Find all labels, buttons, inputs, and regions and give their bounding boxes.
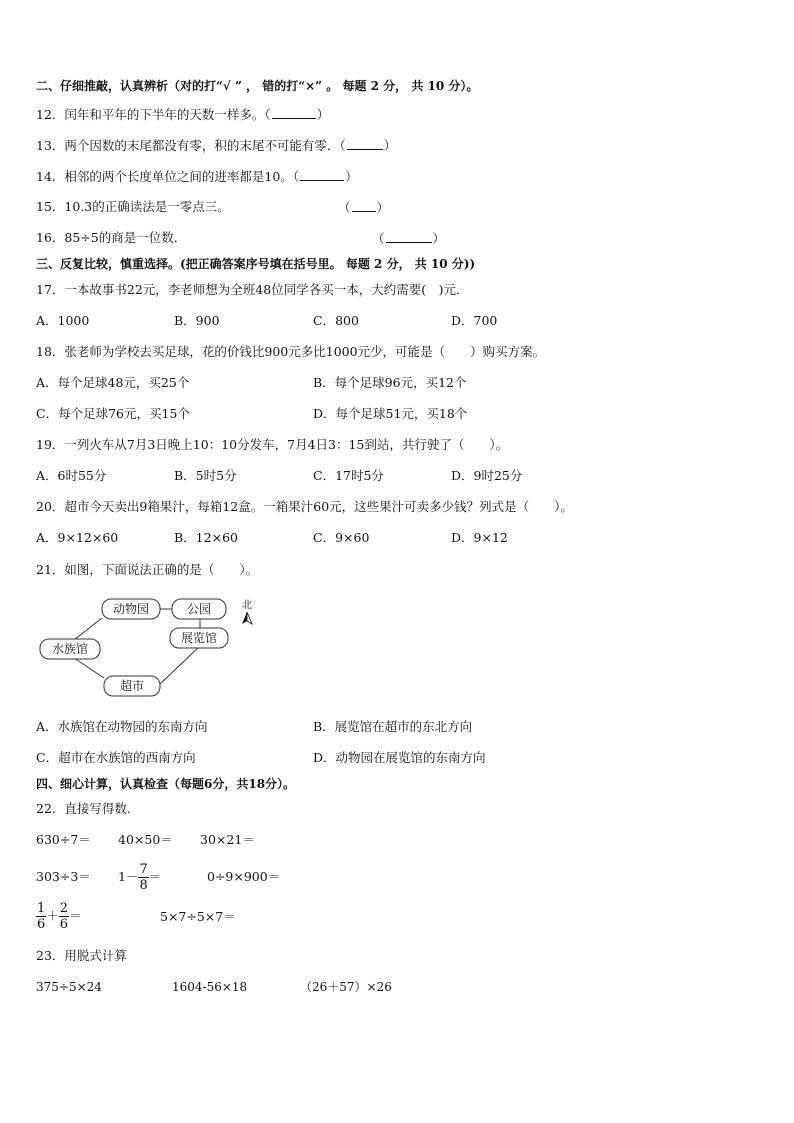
plus-sign: ＋	[46, 908, 59, 923]
q12-close: ）	[316, 107, 330, 122]
q12-open: （	[264, 107, 271, 122]
q19-option-d[interactable]: D．9时25分	[451, 468, 523, 483]
q21-option-b[interactable]: B．展览馆在超市的东北方向	[313, 719, 473, 734]
aquarium-label: 水族馆	[51, 642, 89, 656]
q21-option-c[interactable]: C．超市在水族馆的西南方向	[36, 750, 196, 765]
q13-close: ）	[383, 138, 397, 153]
fraction-1-6	[36, 901, 46, 932]
question-16	[36, 230, 186, 246]
q19-option-c[interactable]: C．17时5分	[313, 468, 384, 483]
fraction-numerator: 2	[59, 901, 69, 916]
north-arrow	[242, 599, 252, 624]
q19-option-b[interactable]: B．5时5分	[174, 468, 237, 483]
question-13	[36, 137, 396, 154]
q22-item-5	[118, 860, 161, 894]
fraction-numerator: 7	[139, 862, 148, 877]
q19-option-a[interactable]: A．6时55分	[36, 468, 107, 483]
map-node-aquarium	[40, 639, 100, 659]
q15-text: 15．10.3的正确读法是一零点三。	[36, 199, 230, 214]
q13-answer-blank[interactable]	[347, 137, 383, 150]
q22-item-5-prefix: 1－	[118, 869, 139, 884]
park-label: 公园	[186, 602, 212, 616]
q22-item-5-suffix: ＝	[148, 869, 162, 884]
fraction-7-8	[138, 862, 148, 893]
q22-item-8: 5×7÷5×7＝	[160, 909, 236, 924]
q16-text: 16．85÷5的商是一位数．	[36, 230, 187, 245]
q14-answer-blank[interactable]	[300, 168, 344, 181]
q20-option-b[interactable]: B．12×60	[174, 530, 238, 545]
q18-option-a[interactable]: A．每个足球48元，买25个	[36, 375, 190, 390]
q21-option-a[interactable]: A．水族馆在动物园的东南方向	[36, 719, 208, 734]
equals-sign: ＝	[69, 908, 82, 923]
q20-option-d[interactable]: D．9×12	[451, 530, 508, 545]
q17-option-c[interactable]: C．800	[313, 313, 359, 328]
question-12	[36, 106, 329, 123]
q12-answer-blank[interactable]	[272, 106, 316, 119]
q17-option-d[interactable]: D．700	[451, 313, 498, 328]
question-14	[36, 168, 358, 185]
q20-option-c[interactable]: C．9×60	[313, 530, 370, 545]
q20-stem: 20．超市今天卖出9箱果汁，每箱12盒。一箱果汁60元，这些果汁可卖多少钱？列式是（ ）。	[36, 499, 573, 514]
zoo-aquarium-link	[74, 618, 102, 640]
fraction-denominator: 6	[59, 917, 69, 932]
q18-option-d[interactable]: D．每个足球51元，买18个	[313, 406, 468, 421]
aquarium-supermarket-link	[74, 658, 104, 678]
map-node-supermarket	[104, 676, 160, 696]
q13-text: 13．两个因数的末尾都没有零，积的末尾不可能有零．	[36, 138, 340, 153]
q18-stem: 18．张老师为学校去买足球，花的价钱比900元多比1000元少，可能是（ ）购买方案。	[36, 344, 546, 359]
q23-item-1: 375÷5×24	[36, 980, 102, 994]
north-label: 北	[242, 600, 252, 611]
section4-heading: 四、细心计算，认真检查（每题6分，共18分）。	[36, 777, 296, 791]
fraction-denominator: 6	[37, 917, 46, 932]
north-arrow-icon	[242, 612, 247, 624]
map-node-exhibition	[170, 628, 228, 648]
q15-close: ）	[376, 200, 390, 215]
q21-stem: 21．如图，下面说法正确的是（ ）。	[36, 562, 259, 577]
q17-option-a[interactable]: A．1000	[36, 313, 90, 328]
fraction-numerator: 1	[37, 901, 46, 916]
q22-stem: 22．直接写得数.	[36, 801, 131, 816]
q17-option-b[interactable]: B．900	[174, 313, 220, 328]
q16-answer-blank[interactable]	[386, 230, 432, 243]
q22-item-2: 40×50＝	[118, 832, 173, 847]
q21-map-figure	[30, 590, 270, 705]
q23-stem: 23．用脱式计算	[36, 948, 127, 963]
fraction-2-6	[59, 901, 69, 932]
q22-item-7	[36, 899, 82, 933]
q14-close: ）	[345, 169, 358, 184]
fraction-denominator: 8	[139, 878, 148, 893]
q19-stem: 19．一列火车从7月3日晚上10：10分发车，7月4日3：15到站，共行驶了（ ）。	[36, 437, 509, 452]
q14-text: 14．相邻的两个长度单位之间的进率都是10。	[36, 169, 293, 184]
q23-item-2: 1604-56×18	[172, 980, 248, 994]
q13-open: （	[339, 138, 346, 153]
q15-answer-blank[interactable]	[352, 199, 376, 212]
q16-answer	[372, 230, 445, 247]
supermarket-label: 超市	[119, 679, 145, 693]
q18-option-c[interactable]: C．每个足球76元，买15个	[36, 406, 190, 421]
map-node-zoo	[102, 599, 160, 619]
q22-item-3: 30×21＝	[200, 832, 255, 847]
q21-option-d[interactable]: D．动物园在展览馆的东南方向	[313, 750, 486, 765]
exhibition-label: 展览馆	[180, 631, 218, 645]
q22-item-1: 630÷7＝	[36, 832, 91, 847]
zoo-label: 动物园	[112, 602, 150, 616]
q15-answer	[338, 199, 389, 216]
q12-text: 12．闰年和平年的下半年的天数一样多。	[36, 107, 265, 122]
q15-open: （	[338, 200, 351, 215]
q18-option-b[interactable]: B．每个足球96元，买12个	[313, 375, 467, 390]
q22-item-6: 0÷9×900＝	[207, 869, 281, 884]
q17-stem: 17．一本故事书22元，李老师想为全班48位同学各买一本，大约需要( )元．	[36, 282, 469, 297]
q14-open: （	[292, 169, 300, 184]
q16-close: ）	[432, 231, 446, 246]
section2-heading: 二、仔细推敲，认真辨析（对的打“√ ” ， 错的打“×” 。 每题 2 分， 共 10 分）。	[36, 79, 479, 93]
map-node-park	[172, 599, 226, 619]
q22-item-4: 303÷3＝	[36, 869, 91, 884]
question-15	[36, 199, 230, 215]
q16-open: （	[372, 231, 385, 246]
section3-heading: 三、反复比较，慎重选择。(把正确答案序号填在括号里。 每题 2 分， 共 10 分))	[36, 257, 476, 271]
supermarket-exhibition-link	[160, 646, 200, 684]
q23-item-3: （26＋57）×26	[300, 980, 392, 994]
q20-option-a[interactable]: A．9×12×60	[36, 530, 119, 545]
